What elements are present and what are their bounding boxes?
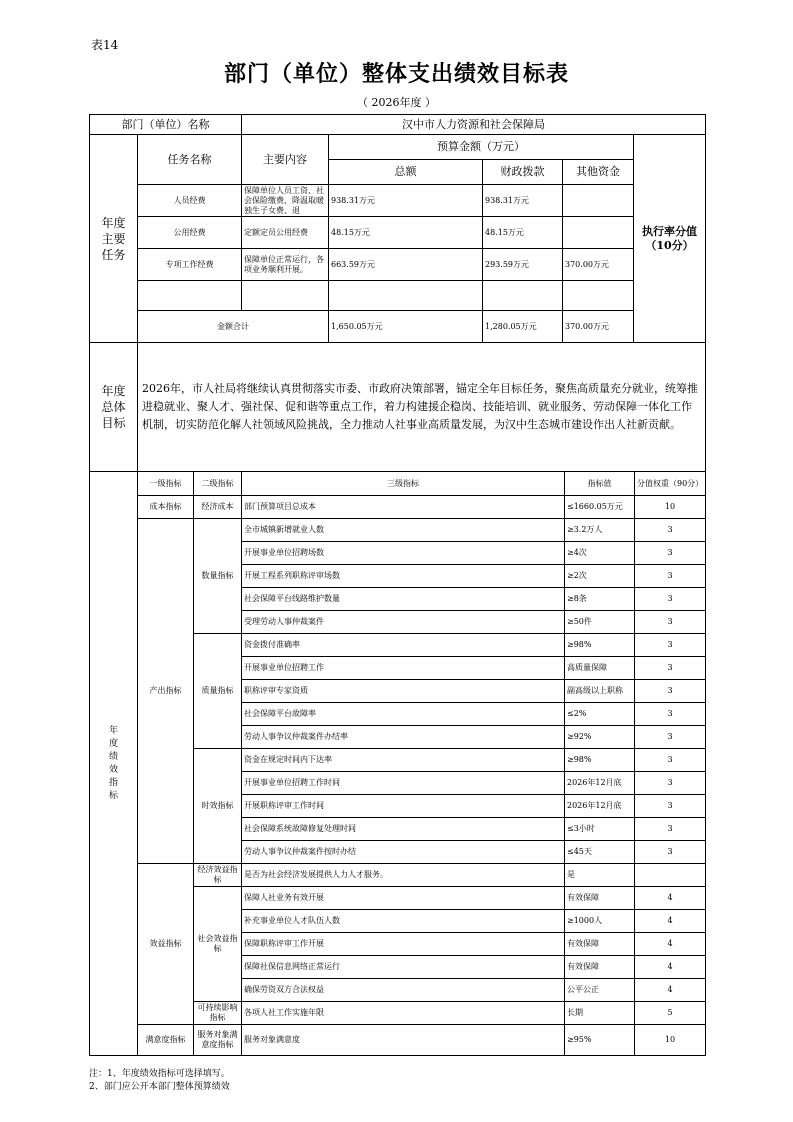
table-row	[90, 249, 706, 281]
ind-value: 有效保障	[565, 933, 635, 956]
sum-row	[90, 311, 706, 343]
task-other	[563, 185, 634, 217]
ind-name: 是否为社会经济发展提供人力人才服务。	[242, 864, 565, 887]
task-total: 938.31万元	[329, 185, 483, 217]
col-total-header: 总额	[329, 160, 483, 185]
footnote-2: 2、部门应公开本部门整体预算绩效	[89, 1082, 230, 1092]
task-content	[242, 185, 329, 217]
ind-score: 10	[635, 1025, 706, 1056]
exec-rate-label: 执行率分值	[642, 224, 698, 238]
ind-value: ≥98%	[565, 749, 635, 772]
ind-score: 3	[635, 542, 706, 565]
ind-score: 3	[635, 841, 706, 864]
ind-name: 社会保障平台线路维护数量	[242, 588, 565, 611]
table-row	[90, 864, 706, 887]
task-content: 定额定员公用经费	[242, 217, 329, 249]
cost-l2: 经济成本	[194, 496, 242, 519]
output-l1: 产出指标	[138, 519, 194, 864]
ind-name: 开展事业单位招聘工作时间	[242, 772, 565, 795]
performance-table	[89, 471, 706, 1056]
ind-score: 3	[635, 795, 706, 818]
quality-l2: 质量指标	[194, 634, 242, 749]
table-row	[90, 519, 706, 542]
task-other: 370.00万元	[563, 249, 634, 281]
ind-name: 资金拨付准确率	[242, 634, 565, 657]
exec-rate-cell	[634, 135, 706, 343]
ind-value: 有效保障	[565, 887, 635, 910]
ind-value: ≥1000人	[565, 910, 635, 933]
social-l2: 社会效益指标	[194, 887, 242, 1002]
ind-score: 3	[635, 749, 706, 772]
table-row	[90, 217, 706, 249]
ind-name: 保障人社业务有效开展	[242, 887, 565, 910]
ind-value: 2026年12月底	[565, 795, 635, 818]
ind-value: ≥50件	[565, 611, 635, 634]
footnote-1: 注：1、年度绩效指标可选择填写。	[89, 1069, 230, 1079]
task-content	[242, 281, 329, 311]
ind-name: 确保劳资双方合法权益	[242, 979, 565, 1002]
quantity-l2: 数量指标	[194, 519, 242, 634]
ind-value: 高质量保障	[565, 657, 635, 680]
table-row	[90, 1025, 706, 1056]
ind-value: ≥95%	[565, 1025, 635, 1056]
task-fiscal: 293.59万元	[483, 249, 563, 281]
perf-section-label	[90, 472, 138, 1056]
ind-value: ≥3.2万人	[565, 519, 635, 542]
ind-score	[635, 864, 706, 887]
ind-value: 公平公正	[565, 979, 635, 1002]
task-other	[563, 217, 634, 249]
task-name	[138, 281, 242, 311]
ind-name: 服务对象满意度	[242, 1025, 565, 1056]
ind-name: 保障社保信息网络正常运行	[242, 956, 565, 979]
col-task-header: 任务名称	[138, 135, 242, 185]
ind-score: 3	[635, 565, 706, 588]
ind-value: ≥2次	[565, 565, 635, 588]
timely-l2: 时效指标	[194, 749, 242, 864]
ind-name: 各项人社工作实施年限	[242, 1002, 565, 1025]
h-value: 指标值	[565, 472, 635, 496]
document-title: 部门（单位）整体支出绩效目标表	[223, 62, 569, 87]
table-number: 表14	[91, 38, 119, 52]
ind-value: 是	[565, 864, 635, 887]
ind-score: 4	[635, 933, 706, 956]
ind-score: 4	[635, 910, 706, 933]
task-name: 专项工作经费	[138, 249, 242, 281]
sum-other: 370.00万元	[563, 311, 634, 343]
col-content-header: 主要内容	[242, 135, 329, 185]
ind-score: 5	[635, 1002, 706, 1025]
dept-label: 部门（单位）名称	[90, 115, 242, 135]
ind-name: 开展事业单位招聘场数	[242, 542, 565, 565]
sum-fiscal: 1,280.05万元	[483, 311, 563, 343]
ind-score: 3	[635, 657, 706, 680]
ind-value: 2026年12月底	[565, 772, 635, 795]
h-weight: 分值权重（90分）	[635, 472, 706, 496]
ind-name: 资金在规定时间内下达率	[242, 749, 565, 772]
h-level3: 三级指标	[242, 472, 565, 496]
task-fiscal: 938.31万元	[483, 185, 563, 217]
h-level1: 一级指标	[138, 472, 194, 496]
ind-score: 3	[635, 634, 706, 657]
ind-value: ≤3小时	[565, 818, 635, 841]
h-level2: 二级指标	[194, 472, 242, 496]
ind-name: 劳动人事争议仲裁案件按时办结	[242, 841, 565, 864]
ind-value: ≥8条	[565, 588, 635, 611]
task-name: 公用经费	[138, 217, 242, 249]
ind-value: ≥4次	[565, 542, 635, 565]
task-name: 人员经费	[138, 185, 242, 217]
annual-goal-text: 2026年，市人社局将继续认真贯彻落实市委、市政府决策部署，锚定全年目标任务，聚焦高质量充分就业，统筹推进稳就业、聚人才、强社保、促和谐等重点工作，着力构建援企稳岗、技能培训、就业服务、劳动保障一体化工作机制，切实防范化解人社领域风险挑战，全力推动人社事业高质量发展，为汉中生态城市建设作出人社新贡献。	[138, 343, 706, 472]
sum-total: 1,650.05万元	[329, 311, 483, 343]
task-fiscal: 48.15万元	[483, 217, 563, 249]
dept-value: 汉中市人力资源和社会保障局	[242, 115, 706, 135]
ind-value: ≤45天	[565, 841, 635, 864]
fiscal-year: （ 2026年度 ）	[357, 96, 436, 109]
ind-name: 开展工程系列职称评审场数	[242, 565, 565, 588]
ind-score: 3	[635, 588, 706, 611]
table-row	[90, 185, 706, 217]
ind-name: 补充事业单位人才队伍人数	[242, 910, 565, 933]
ind-score: 3	[635, 772, 706, 795]
task-table	[89, 114, 706, 472]
task-content-text: 保障单位人员工资、社会保险缴费、降温取暖独生子女费、退	[244, 185, 324, 215]
sum-label: 金额合计	[138, 311, 329, 343]
ind-value: ≤2%	[565, 703, 635, 726]
ind-name: 部门预算项目总成本	[242, 496, 565, 519]
ind-score: 3	[635, 703, 706, 726]
col-fiscal-header: 财政拨款	[483, 160, 563, 185]
ind-score: 10	[635, 496, 706, 519]
exec-rate-score: （10分）	[645, 238, 694, 252]
ind-value: ≥98%	[565, 634, 635, 657]
satisfaction-l2: 服务对象满意度指标	[194, 1025, 242, 1056]
ind-score: 3	[635, 726, 706, 749]
ind-name: 全市城镇新增就业人数	[242, 519, 565, 542]
ind-score: 4	[635, 979, 706, 1002]
ind-name: 开展事业单位招聘工作	[242, 657, 565, 680]
task-total: 48.15万元	[329, 217, 483, 249]
ind-name: 社会保障系统故障修复处理时间	[242, 818, 565, 841]
ind-name: 受理劳动人事仲裁案件	[242, 611, 565, 634]
perf-section-text: 年度绩效指标	[108, 725, 118, 801]
ind-score: 3	[635, 680, 706, 703]
ind-value: 副高级以上职称	[565, 680, 635, 703]
ind-score: 4	[635, 956, 706, 979]
task-other	[563, 281, 634, 311]
task-content: 保障单位正常运行，各项业务顺利开展。	[242, 249, 329, 281]
task-total: 663.59万元	[329, 249, 483, 281]
sustain-l2: 可持续影响指标	[194, 1002, 242, 1025]
ind-value: ≥92%	[565, 726, 635, 749]
ind-value: 长期	[565, 1002, 635, 1025]
econ-l2: 经济效益指标	[194, 864, 242, 887]
ind-name: 劳动人事争议仲裁案件办结率	[242, 726, 565, 749]
col-budget-header: 预算金额（万元）	[329, 135, 634, 160]
ind-value: ≤1660.05万元	[565, 496, 635, 519]
ind-name: 职称评审专家资质	[242, 680, 565, 703]
tasks-section-text: 年度主要任务	[101, 215, 126, 262]
col-other-header: 其他资金	[563, 160, 634, 185]
tasks-section-label	[90, 135, 138, 343]
ind-value: 有效保障	[565, 956, 635, 979]
ind-score: 3	[635, 818, 706, 841]
ind-name: 保障职称评审工作开展	[242, 933, 565, 956]
ind-score: 3	[635, 611, 706, 634]
ind-name: 开展职称评审工作时间	[242, 795, 565, 818]
ind-score: 3	[635, 519, 706, 542]
task-total	[329, 281, 483, 311]
ind-name: 社会保障平台故障率	[242, 703, 565, 726]
benefit-l1: 效益指标	[138, 864, 194, 1025]
table-row	[90, 281, 706, 311]
task-fiscal	[483, 281, 563, 311]
table-row	[90, 496, 706, 519]
goal-section-text: 年度总体目标	[101, 384, 126, 430]
goal-section-label	[90, 343, 138, 472]
cost-l1: 成本指标	[138, 496, 194, 519]
satisfaction-l1: 满意度指标	[138, 1025, 194, 1056]
ind-score: 4	[635, 887, 706, 910]
